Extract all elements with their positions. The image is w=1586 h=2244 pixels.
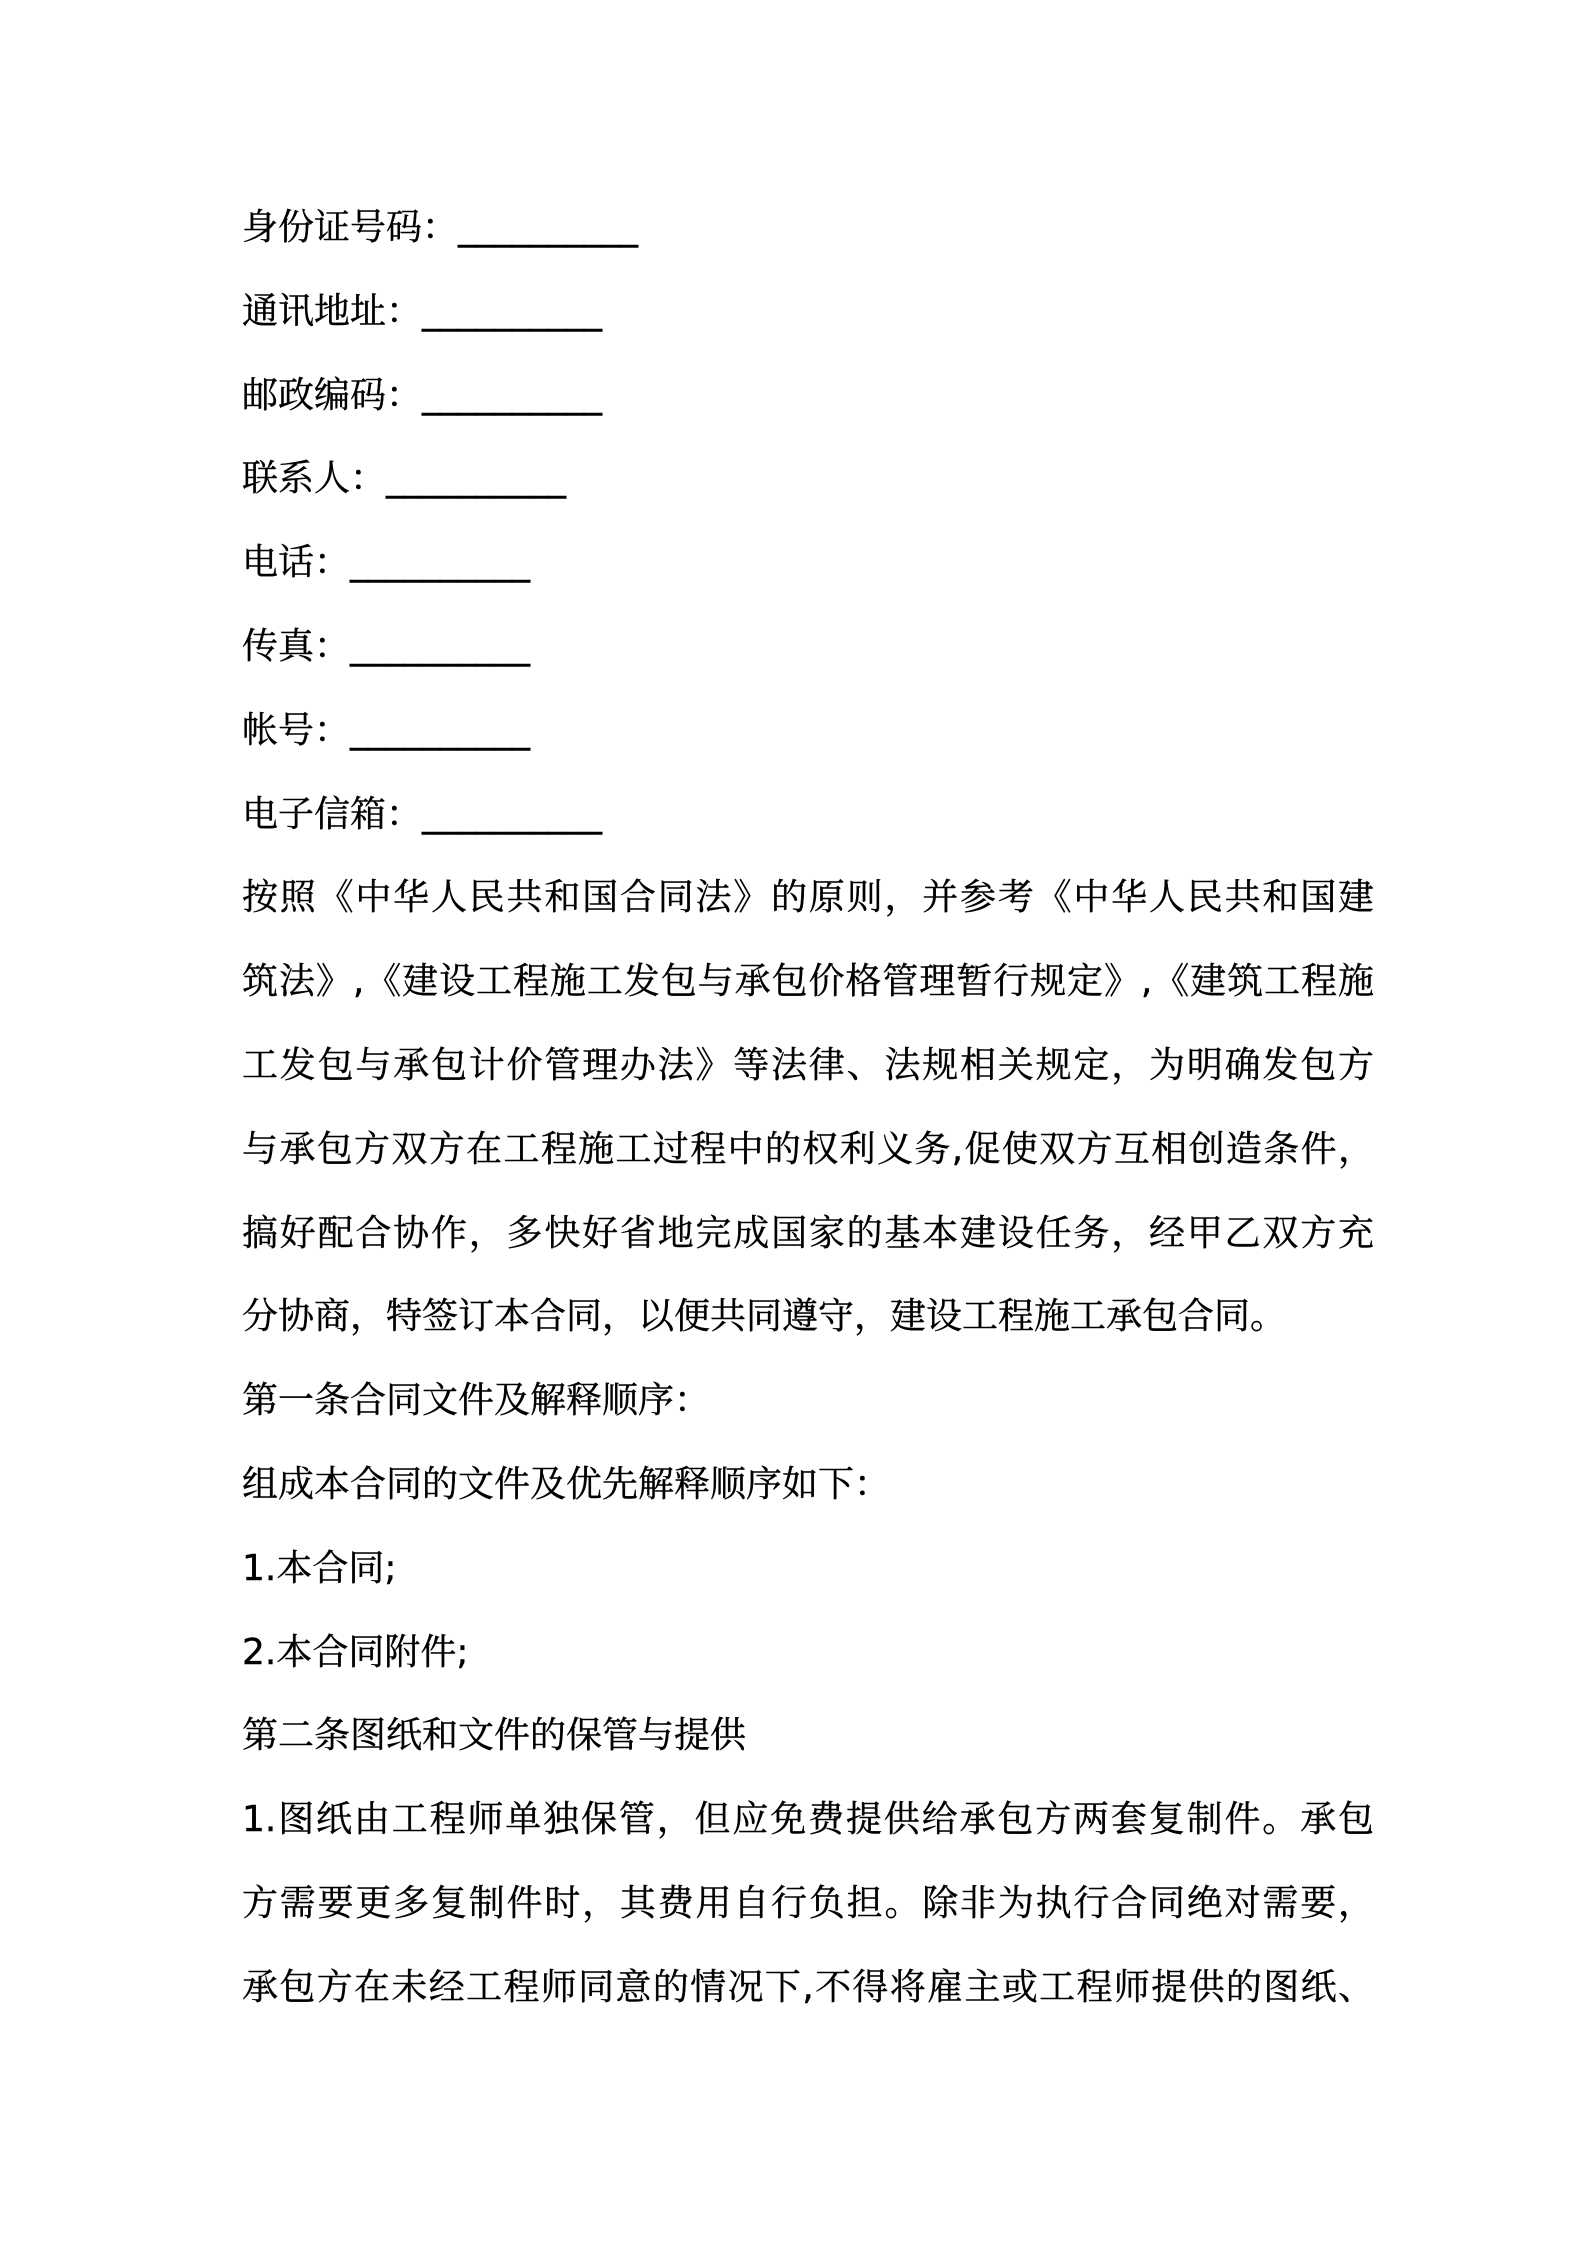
paragraph-line: 承包方在未经工程师同意的情况下,不得将雇主或工程师提供的图纸、 bbox=[242, 1966, 1374, 2008]
field-address: 通讯地址：__________ bbox=[242, 290, 603, 332]
article1-item: 1.本合同; bbox=[242, 1547, 397, 1589]
field-account: 帐号：__________ bbox=[242, 709, 531, 751]
paragraph-line: 按照《中华人民共和国合同法》的原则，并参考《中华人民共和国建 bbox=[242, 877, 1374, 919]
article1-title: 第一条合同文件及解释顺序： bbox=[242, 1380, 711, 1422]
document-page bbox=[242, 186, 1374, 2030]
article1-intro: 组成本合同的文件及优先解释顺序如下： bbox=[242, 1463, 891, 1505]
field-id-number: 身份证号码：__________ bbox=[242, 207, 639, 248]
paragraph-line: 筑法》,《建设工程施工发包与承包价格管理暂行规定》,《建筑工程施 bbox=[242, 961, 1374, 1003]
preamble-paragraph bbox=[242, 856, 1374, 1359]
field-phone: 电话：__________ bbox=[242, 542, 531, 584]
paragraph-line: 1.图纸由工程师单独保管，但应免费提供给承包方两套复制件。承包 bbox=[242, 1799, 1374, 1841]
paragraph-line: 与承包方双方在工程施工过程中的权利义务,促使双方互相创造条件， bbox=[242, 1128, 1374, 1170]
paragraph-line: 方需要更多复制件时，其费用自行负担。除非为执行合同绝对需要， bbox=[242, 1882, 1374, 1924]
field-postcode: 邮政编码：__________ bbox=[242, 374, 603, 416]
field-fax: 传真：__________ bbox=[242, 625, 531, 667]
paragraph-line: 分协商，特签订本合同，以便共同遵守，建设工程施工承包合同。 bbox=[242, 1296, 1287, 1338]
field-email: 电子信箱：__________ bbox=[242, 793, 603, 835]
paragraph-line: 搞好配合协作，多快好省地完成国家的基本建设任务，经甲乙双方充 bbox=[242, 1212, 1374, 1254]
field-contact: 联系人：__________ bbox=[242, 458, 567, 500]
article2-title: 第二条图纸和文件的保管与提供 bbox=[242, 1715, 747, 1757]
article1-item: 2.本合同附件; bbox=[242, 1631, 469, 1673]
paragraph-line: 工发包与承包计价管理办法》等法律、法规相关规定，为明确发包方 bbox=[242, 1044, 1374, 1086]
